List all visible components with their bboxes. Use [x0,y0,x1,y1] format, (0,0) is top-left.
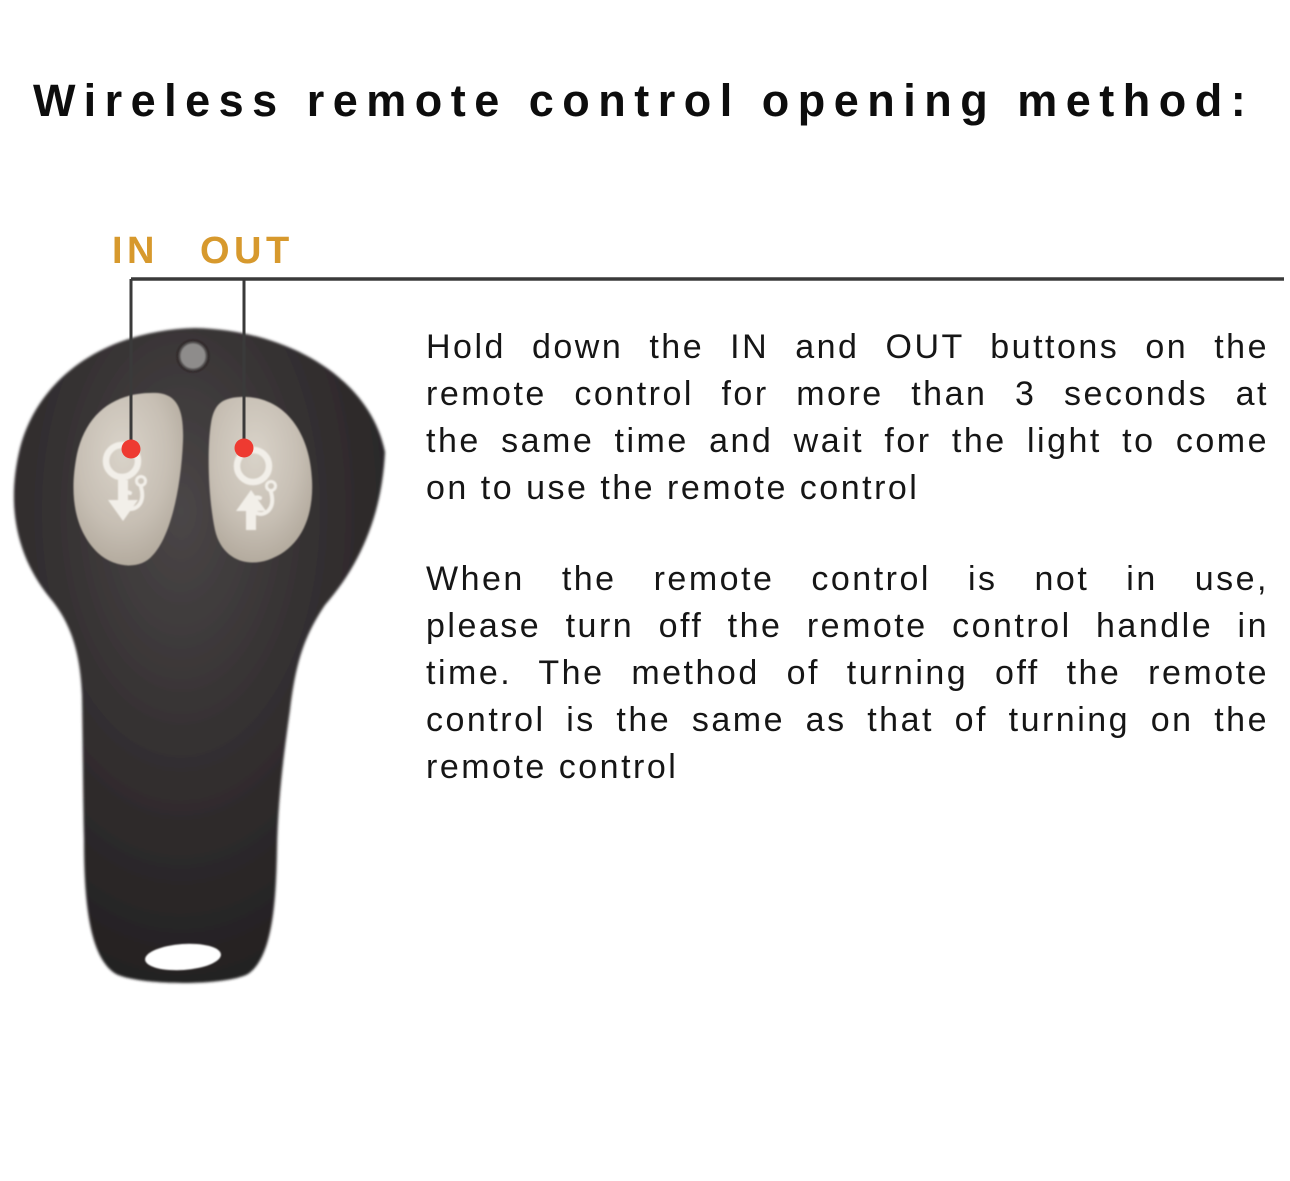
page-title: Wireless remote control opening method: [33,75,1255,126]
text-line: please turn off the remote control handle in [426,607,1269,645]
text-line: Hold down the IN and OUT buttons on the [426,328,1269,366]
text-line: time. The method of turning off the remote [426,654,1269,692]
instruction-paragraph-1 [426,324,1269,512]
text-line: control is the same as that of turning on the [426,701,1269,739]
in-marker-dot [122,440,141,459]
text-line: When the remote control is not in use, [426,560,1269,598]
led-hole [179,342,208,371]
text-line: remote control for more than 3 seconds at [426,375,1269,413]
instruction-paragraph-2 [426,556,1269,791]
text-line: on to use the remote control [426,469,920,507]
text-line: remote control [426,748,679,786]
out-marker-dot [235,439,254,458]
remote-body [14,328,385,983]
in-label: IN [112,230,159,272]
text-line: the same time and wait for the light to come [426,422,1269,460]
out-label: OUT [200,230,294,272]
